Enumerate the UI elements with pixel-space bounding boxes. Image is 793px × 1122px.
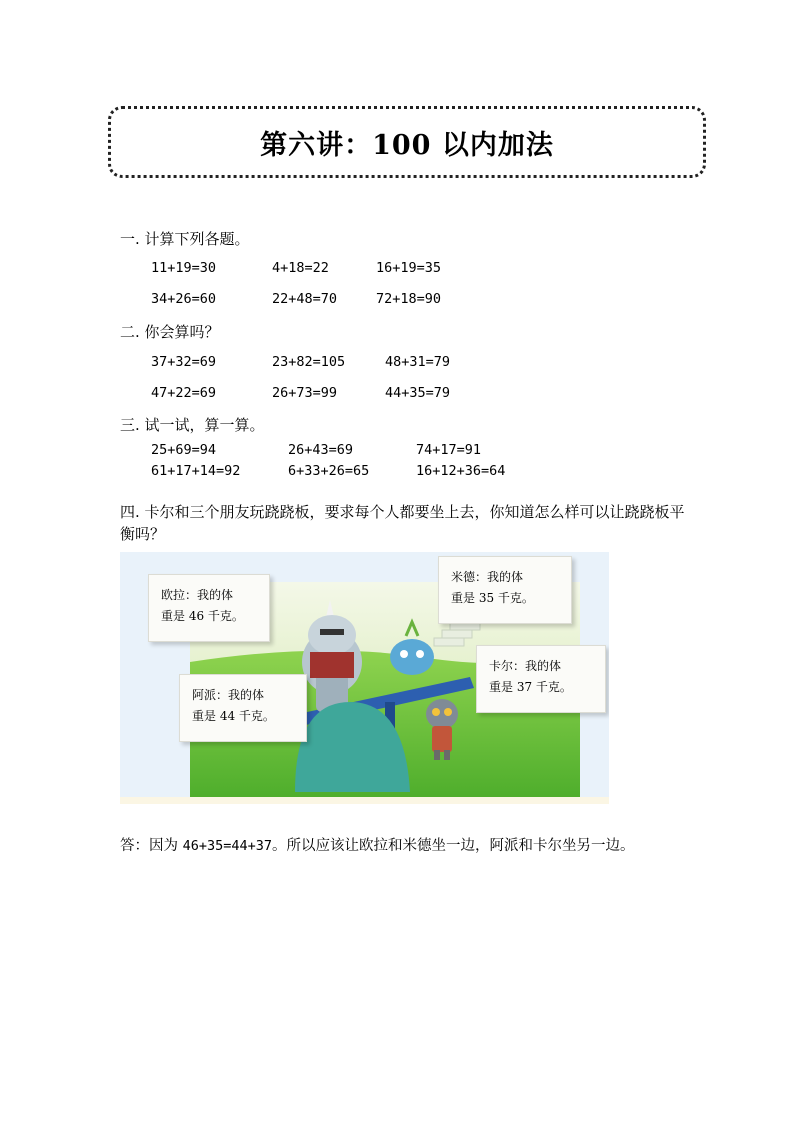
answer-equation: 46+35=44+37 [182, 838, 273, 854]
mide-speech-bubble [438, 556, 572, 624]
equation: 23+82=105 [272, 354, 346, 370]
equation: 34+26=60 [151, 291, 217, 307]
equation: 48+31=79 [385, 354, 451, 370]
bubble-line: 重是 37 千克。 [489, 680, 572, 694]
section-1-heading: 一. 计算下列各题。 [120, 230, 250, 248]
apai-speech-bubble [179, 674, 307, 742]
section-2-heading: 二. 你会算吗？ [120, 323, 220, 341]
section-3-heading: 三. 试一试，算一算。 [120, 416, 265, 434]
equation: 25+69=94 [151, 442, 217, 458]
bubble-line: 阿派：我的体 [192, 688, 265, 702]
title-box [108, 106, 706, 178]
equation: 11+19=30 [151, 260, 217, 276]
bubble-line: 米德：我的体 [451, 570, 524, 584]
equation: 4+18=22 [272, 260, 329, 276]
bubble-line: 重是 46 千克。 [161, 609, 244, 623]
equation: 22+48=70 [272, 291, 338, 307]
equation: 6+33+26=65 [288, 463, 370, 479]
section-4-question: 四. 卡尔和三个朋友玩跷跷板，要求每个人都要坐上去，你知道怎么样可以让跷跷板平衡吗？ [120, 503, 685, 543]
equation: 26+43=69 [288, 442, 354, 458]
bubble-line: 重是 35 千克。 [451, 591, 534, 605]
equation: 37+32=69 [151, 354, 217, 370]
answer-prefix: 答：因为 [120, 838, 183, 854]
equation: 61+17+14=92 [151, 463, 241, 479]
answer-suffix: 。所以应该让欧拉和米德坐一边，阿派和卡尔坐另一边。 [272, 838, 635, 854]
equation: 47+22=69 [151, 385, 217, 401]
equation: 44+35=79 [385, 385, 451, 401]
bubble-line: 重是 44 千克。 [192, 709, 275, 723]
kaer-speech-bubble [476, 645, 606, 713]
bubble-line: 卡尔：我的体 [489, 659, 562, 673]
page-title: 第六讲：100 以内加法 [260, 129, 554, 161]
answer-text [120, 834, 635, 855]
equation: 16+19=35 [376, 260, 442, 276]
equation: 74+17=91 [416, 442, 482, 458]
equation: 72+18=90 [376, 291, 442, 307]
bubble-line: 欧拉：我的体 [161, 588, 234, 602]
equation: 26+73=99 [272, 385, 338, 401]
seesaw-illustration [120, 552, 609, 804]
equation: 16+12+36=64 [416, 463, 506, 479]
oula-speech-bubble [148, 574, 270, 642]
